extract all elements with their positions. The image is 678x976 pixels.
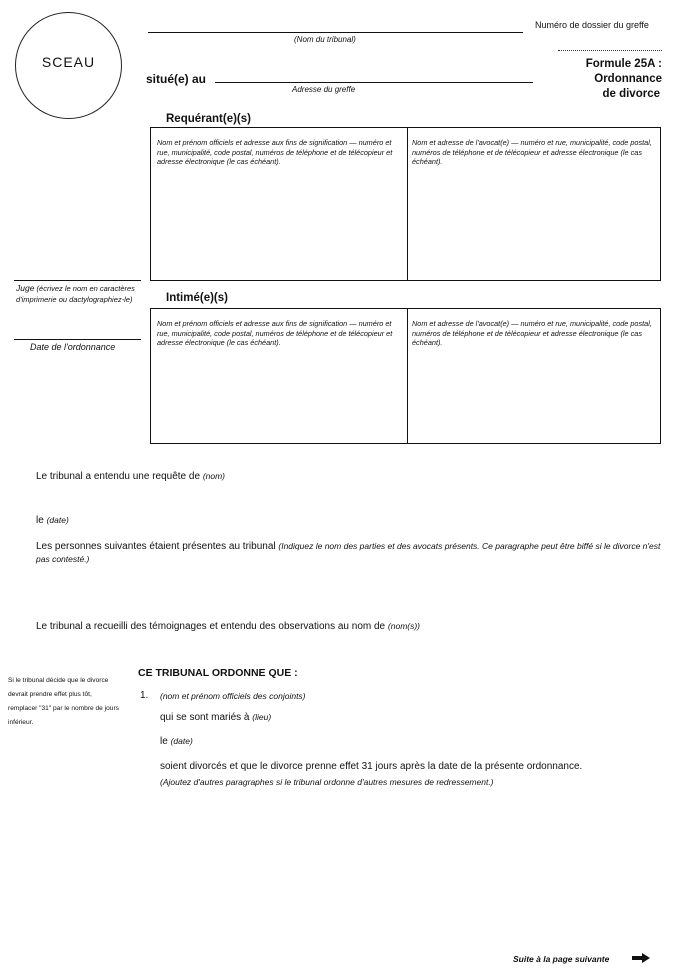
continued-label: Suite à la page suivante — [513, 954, 610, 964]
heard-motion-line — [36, 471, 225, 482]
court-name-line[interactable] — [148, 32, 523, 33]
spouses-hint: (nom et prénom officiels des conjoints) — [160, 691, 306, 701]
order-date-label: Date de l'ordonnance — [30, 342, 116, 352]
applicant-lawyer-cell[interactable] — [406, 128, 660, 280]
form-number: Formule 25A : — [585, 58, 662, 70]
respondents-box — [150, 308, 661, 444]
married-date-label: le — [160, 736, 168, 747]
file-number-label: Numéro de dossier du greffe — [535, 20, 649, 30]
form-title-line2: de divorce — [602, 88, 660, 100]
divorce-clause: soient divorcés et que le divorce prenne effet 31 jours après la date de la présente ordonnance. — [160, 761, 583, 772]
present-paragraph — [36, 540, 666, 566]
add-paragraphs-hint: (Ajoutez d'autres paragraphes si le tribunal ordonne d'autres mesures de redressement.) — [160, 777, 494, 787]
respondent-party-cell[interactable] — [151, 309, 408, 443]
effective-date-note: Si le tribunal décide que le divorce devrait prendre effet plus tôt, remplacer "31" par le nombre de jours inférieur. — [8, 677, 119, 726]
judge-hint: (écrivez le nom en caractères d'imprimerie ou dactylographiez-le) — [16, 284, 135, 304]
married-at-line — [160, 712, 271, 723]
seal-circle — [15, 12, 122, 119]
file-number-field[interactable] — [558, 50, 662, 51]
applicants-box — [150, 127, 661, 281]
respondent-lawyer-cell[interactable] — [406, 309, 660, 443]
hearing-date-hint: (date) — [46, 515, 69, 525]
court-address-line[interactable] — [215, 82, 533, 83]
hearing-date-line — [36, 515, 69, 526]
married-at-label: qui se sont mariés à — [160, 712, 250, 723]
court-name-caption: (Nom du tribunal) — [294, 35, 356, 44]
order-heading: CE TRIBUNAL ORDONNE QUE : — [138, 667, 298, 679]
located-at-label: situé(e) au — [146, 72, 207, 86]
heard-motion-hint: (nom) — [202, 471, 226, 481]
evidence-label: Le tribunal a recueilli des témoignages et entendu des observations au nom de — [36, 621, 386, 632]
applicants-heading: Requérant(e)(s) — [166, 113, 251, 125]
order-date-line[interactable] — [14, 339, 141, 340]
present-label: Les personnes suivantes étaient présentes au tribunal — [36, 541, 276, 552]
evidence-hint: (nom(s)) — [387, 621, 421, 631]
item-number: 1. — [140, 690, 149, 701]
judge-line[interactable] — [14, 280, 141, 281]
judge-label: Juge — [16, 283, 35, 293]
judge-block — [16, 283, 144, 305]
applicant-lawyer-info: Nom et adresse de l'avocat(e) — numéro et rue, municipalité, code postal, numéros de téléphone et de télécopieur et adresse électronique (le cas échéant). — [412, 138, 652, 166]
seal-label: SCEAU — [41, 54, 96, 70]
court-address-caption: Adresse du greffe — [292, 85, 356, 94]
heard-motion-label: Le tribunal a entendu une requête de — [36, 471, 201, 482]
married-at-hint: (lieu) — [252, 712, 272, 722]
respondent-lawyer-info: Nom et adresse de l'avocat(e) — numéro et rue, municipalité, code postal, numéros de téléphone et de télécopieur et adresse électronique (le cas échéant). — [412, 319, 652, 347]
form-title-line1: Ordonnance — [594, 73, 662, 85]
married-date-hint: (date) — [170, 736, 193, 746]
right-arrow-icon — [632, 952, 652, 964]
respondents-heading: Intimé(e)(s) — [166, 292, 228, 304]
present-hint: (Indiquez le nom des parties et des avocats présents. Ce paragraphe peut être biffé si le divorce n'est pas contesté.) — [36, 541, 661, 564]
married-date-line — [160, 736, 193, 747]
applicant-party-info: Nom et prénom officiels et adresse aux fins de signification — numéro et rue, municipalité, code postal, numéros de téléphone et de télécopieur et adresse électronique (le cas échéant). — [157, 138, 393, 166]
evidence-line — [36, 621, 420, 632]
respondent-party-info: Nom et prénom officiels et adresse aux fins de signification — numéro et rue, municipalité, code postal, numéros de téléphone et de télécopieur et adresse électronique (le cas échéant). — [157, 319, 393, 347]
hearing-date-label: le — [36, 515, 44, 526]
applicant-party-cell[interactable] — [151, 128, 408, 280]
